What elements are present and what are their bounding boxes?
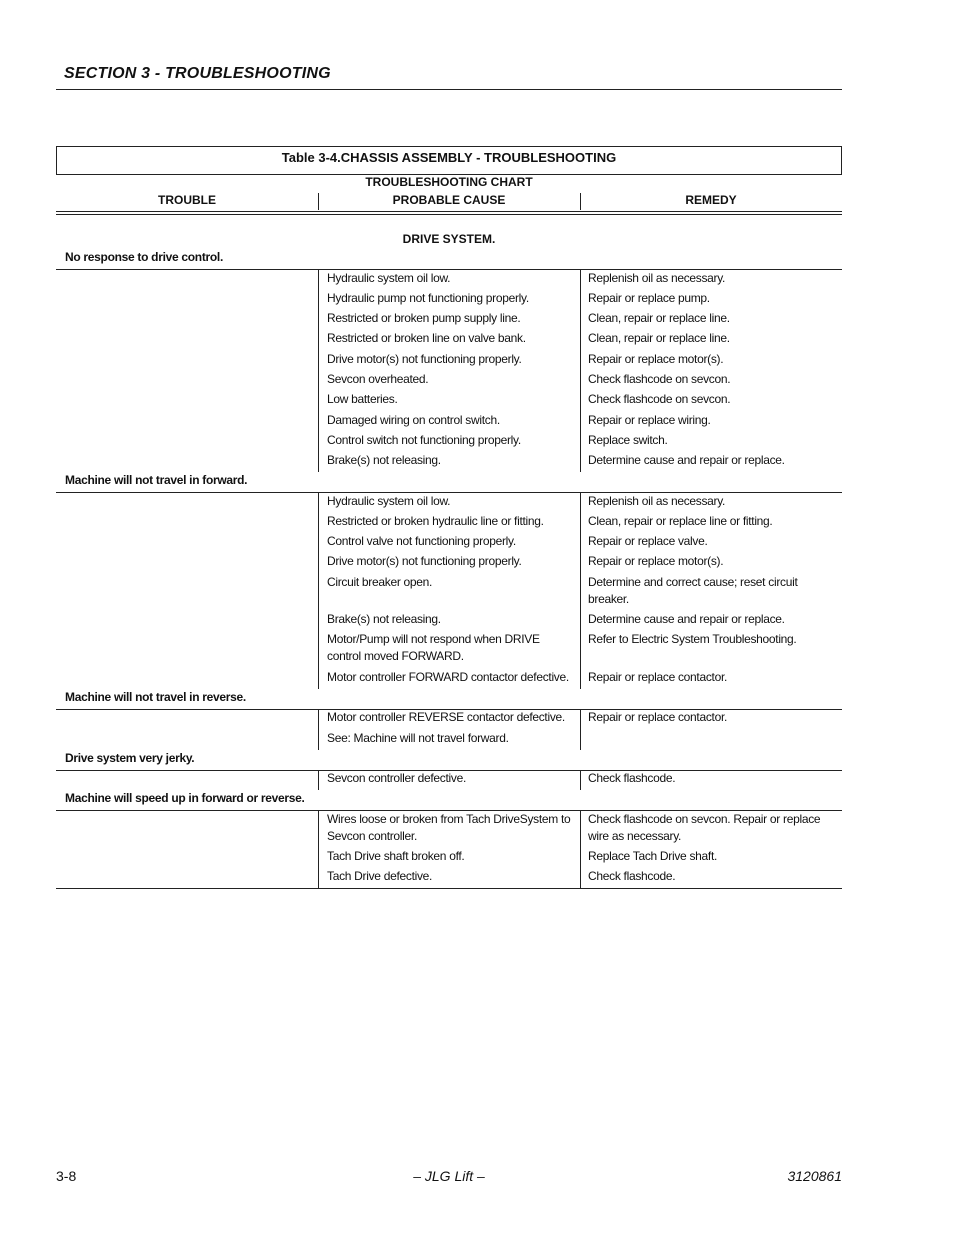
probable-cause: Damaged wiring on control switch.: [327, 413, 500, 427]
remedy: Repair or replace motor(s).: [588, 554, 724, 568]
document-number: 3120861: [787, 1168, 842, 1184]
column-divider: [580, 492, 581, 689]
trouble-label: Drive system very jerky.: [65, 751, 195, 765]
column-divider: [580, 269, 581, 472]
chart-title: TROUBLESHOOTING CHART: [365, 175, 533, 189]
probable-cause: Tach Drive defective.: [327, 869, 433, 883]
trouble-label: Machine will speed up in forward or reverse.: [65, 791, 305, 805]
probable-cause: Drive motor(s) not functioning properly.: [327, 352, 522, 366]
probable-cause: Drive motor(s) not functioning properly.: [327, 554, 522, 568]
column-divider: [318, 269, 319, 472]
probable-cause: Circuit breaker open.: [327, 575, 433, 589]
column-divider: [318, 709, 319, 750]
header-rule: [56, 89, 842, 90]
remedy: Clean, repair or replace line.: [588, 331, 730, 345]
probable-cause: Hydraulic system oil low.: [327, 271, 451, 285]
table-caption: Table 3-4.CHASSIS ASSEMBLY - TROUBLESHOOTING: [56, 146, 842, 175]
remedy: Check flashcode.: [588, 869, 676, 883]
header-double-rule: [56, 214, 842, 215]
remedy: Check flashcode.: [588, 771, 676, 785]
section-title: SECTION 3 - TROUBLESHOOTING: [64, 65, 331, 82]
column-divider: [580, 770, 581, 790]
table-bottom-rule: [56, 888, 842, 889]
probable-cause: Brake(s) not releasing.: [327, 453, 441, 467]
column-divider: [580, 810, 581, 888]
column-separator: [580, 193, 581, 210]
remedy: Repair or replace contactor.: [588, 670, 728, 684]
remedy: Replace Tach Drive shaft.: [588, 849, 718, 863]
probable-cause: Motor controller REVERSE contactor defective.: [327, 710, 565, 724]
probable-cause: Restricted or broken line on valve bank.: [327, 331, 526, 345]
header-double-rule: [56, 211, 842, 212]
probable-cause: Sevcon controller defective.: [327, 771, 467, 785]
remedy: Refer to Electric System Troubleshooting.: [588, 632, 797, 646]
probable-cause: Hydraulic system oil low.: [327, 494, 451, 508]
remedy: Repair or replace motor(s).: [588, 352, 724, 366]
column-divider: [318, 770, 319, 790]
probable-cause: See: Machine will not travel forward.: [327, 731, 509, 745]
remedy: Check flashcode on sevcon. Repair or replace wire as necessary.: [588, 812, 821, 843]
remedy: Check flashcode on sevcon.: [588, 392, 731, 406]
remedy: Determine cause and repair or replace.: [588, 612, 785, 626]
remedy: Check flashcode on sevcon.: [588, 372, 731, 386]
probable-cause: Low batteries.: [327, 392, 398, 406]
remedy: Replace switch.: [588, 433, 668, 447]
column-divider: [318, 810, 319, 888]
column-header-cause: PROBABLE CAUSE: [392, 193, 506, 207]
remedy: Repair or replace pump.: [588, 291, 710, 305]
remedy: Clean, repair or replace line.: [588, 311, 730, 325]
trouble-label: Machine will not travel in forward.: [65, 473, 248, 487]
page-number: 3-8: [56, 1168, 77, 1184]
column-divider: [580, 709, 581, 750]
probable-cause: Restricted or broken pump supply line.: [327, 311, 521, 325]
remedy: Replenish oil as necessary.: [588, 271, 726, 285]
trouble-label: No response to drive control.: [65, 250, 223, 264]
probable-cause: Wires loose or broken from Tach DriveSystem to Sevcon controller.: [327, 812, 571, 843]
remedy: Repair or replace wiring.: [588, 413, 711, 427]
column-header-remedy: REMEDY: [685, 193, 737, 207]
column-separator: [318, 193, 319, 210]
probable-cause: Brake(s) not releasing.: [327, 612, 441, 626]
footer-title: – JLG Lift –: [413, 1168, 485, 1184]
remedy: Determine cause and repair or replace.: [588, 453, 785, 467]
probable-cause: Sevcon overheated.: [327, 372, 429, 386]
remedy: Repair or replace valve.: [588, 534, 708, 548]
probable-cause: Control valve not functioning properly.: [327, 534, 516, 548]
trouble-label: Machine will not travel in reverse.: [65, 690, 246, 704]
remedy: Replenish oil as necessary.: [588, 494, 726, 508]
remedy: Repair or replace contactor.: [588, 710, 728, 724]
group-title: DRIVE SYSTEM.: [402, 232, 496, 246]
column-header-trouble: TROUBLE: [158, 193, 216, 207]
probable-cause: Control switch not functioning properly.: [327, 433, 521, 447]
column-divider: [318, 492, 319, 689]
probable-cause: Motor/Pump will not respond when DRIVE control moved FORWARD.: [327, 632, 540, 663]
remedy: Determine and correct cause; reset circuit breaker.: [588, 575, 798, 606]
probable-cause: Restricted or broken hydraulic line or fitting.: [327, 514, 544, 528]
probable-cause: Tach Drive shaft broken off.: [327, 849, 465, 863]
remedy: Clean, repair or replace line or fitting.: [588, 514, 773, 528]
probable-cause: Hydraulic pump not functioning properly.: [327, 291, 529, 305]
probable-cause: Motor controller FORWARD contactor defective.: [327, 670, 569, 684]
